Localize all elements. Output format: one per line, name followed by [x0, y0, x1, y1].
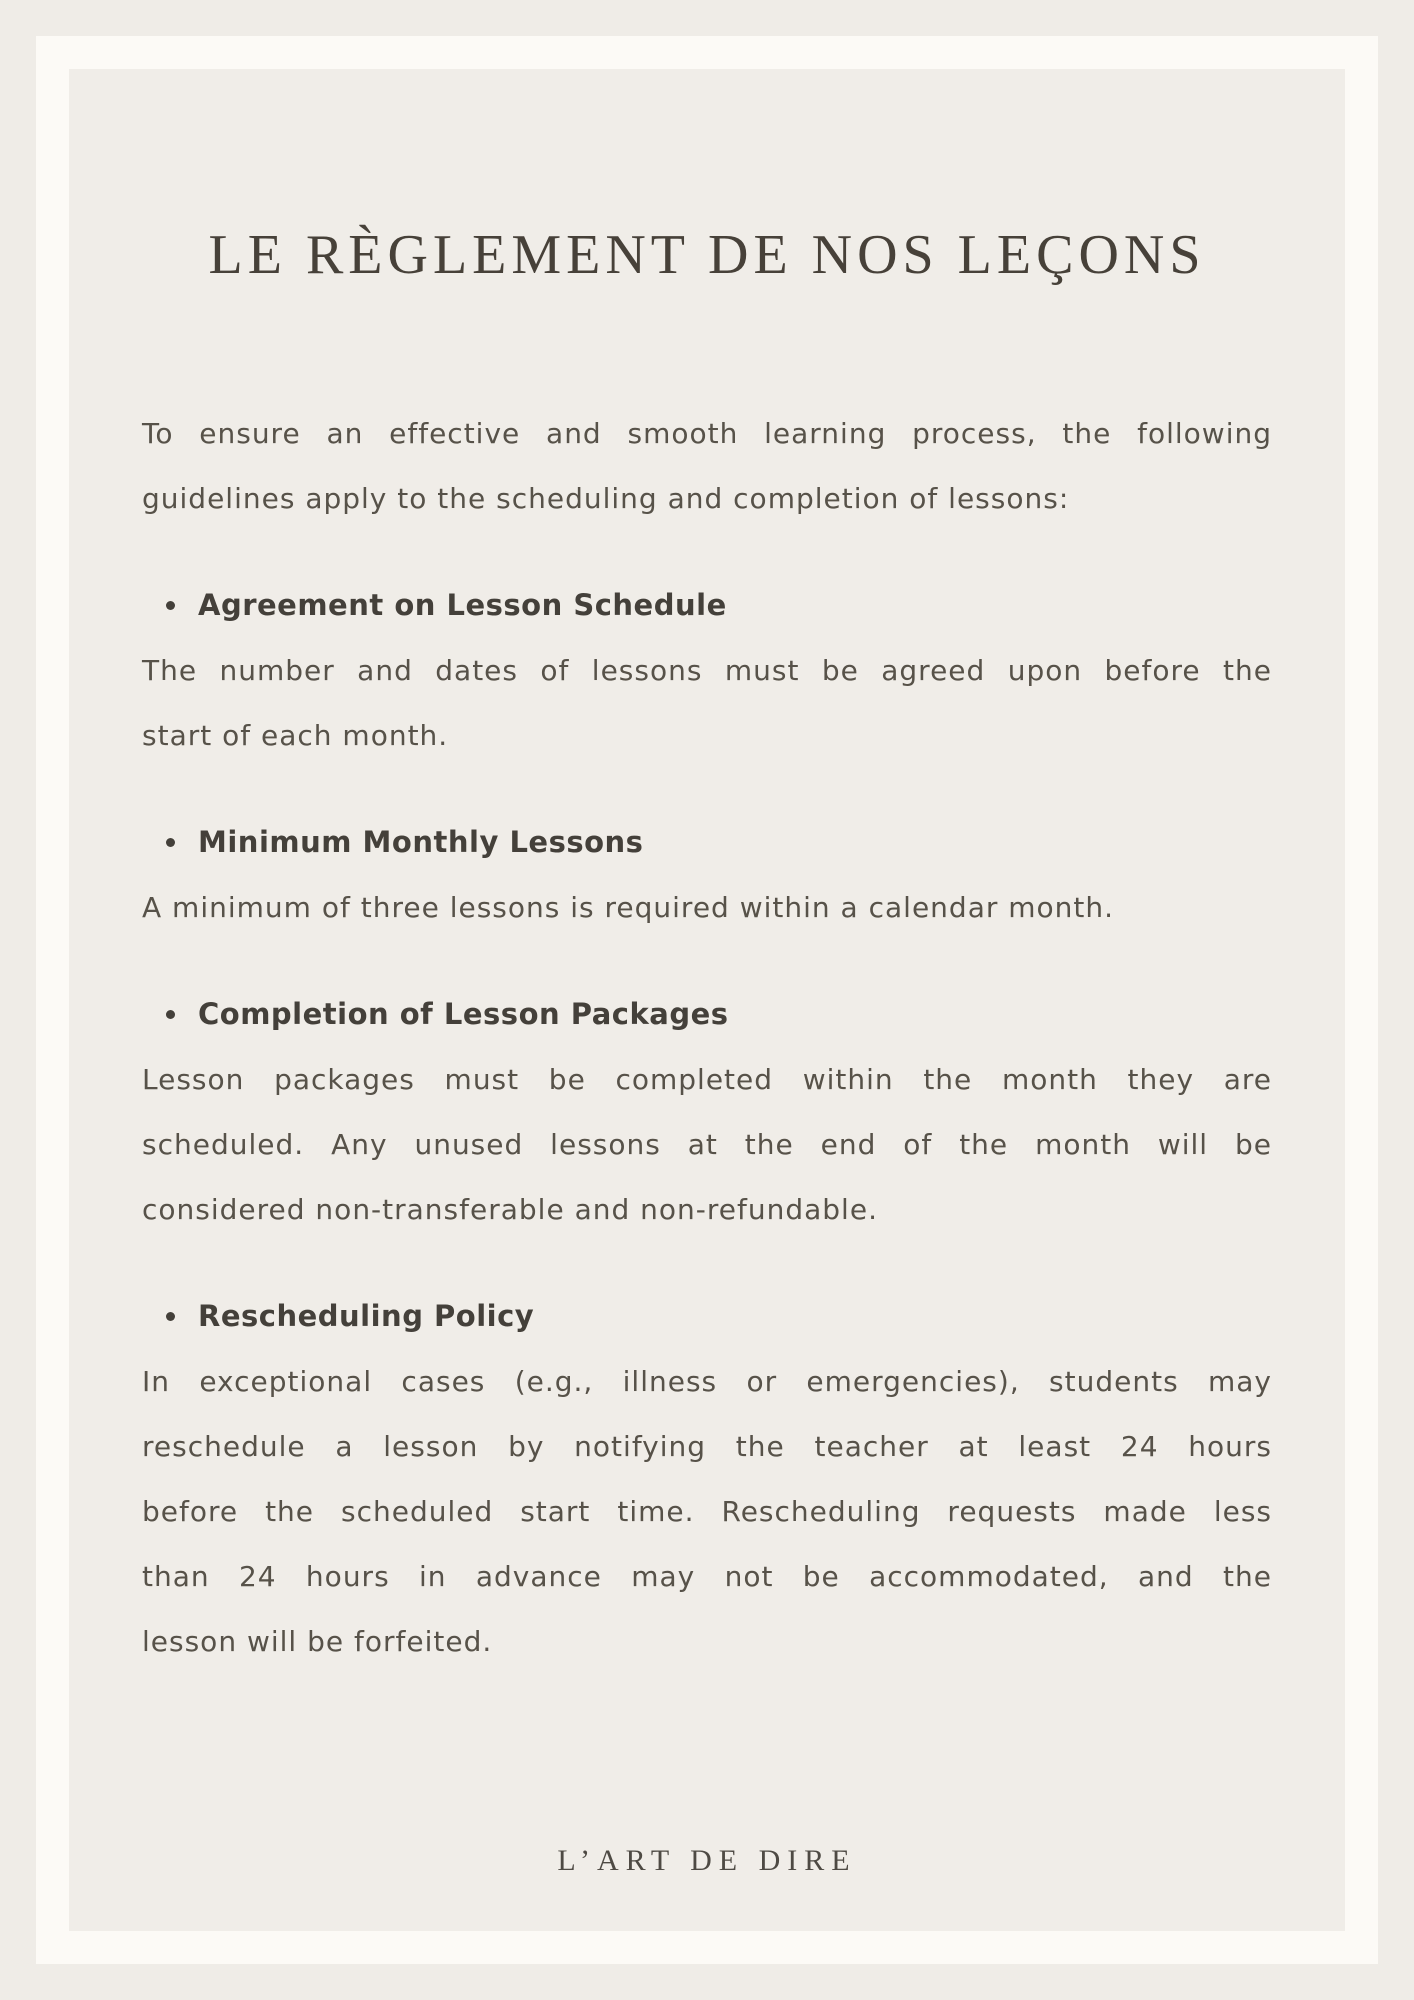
intro-paragraph — [142, 401, 1272, 531]
section-heading: Rescheduling Policy — [198, 1299, 535, 1333]
section-heading: Agreement on Lesson Schedule — [198, 588, 727, 622]
page-title: LE RÈGLEMENT DE NOS LEÇONS — [208, 224, 1206, 286]
section-body-line: Lesson packages must be completed within the month they are — [142, 1063, 1272, 1096]
section-body-line: A minimum of three lessons is required within a calendar month. — [142, 891, 1115, 924]
section-heading: Minimum Monthly Lessons — [198, 825, 644, 859]
bullet-heading-row — [166, 982, 1272, 1047]
bullet-icon — [166, 1312, 175, 1321]
bullet-heading-row — [166, 810, 1272, 875]
bullet-heading-row — [166, 1284, 1272, 1349]
section-rescheduling-policy — [142, 1284, 1272, 1674]
section-agreement-on-lesson-schedule — [142, 573, 1272, 768]
section-body-line: The number and dates of lessons must be agreed upon before the — [142, 654, 1272, 687]
section-body-line: considered non-transferable and non-refundable. — [142, 1193, 878, 1226]
section-body-line: reschedule a lesson by notifying the teacher at least 24 hours — [142, 1430, 1272, 1463]
bullet-icon — [166, 838, 175, 847]
bullet-icon — [166, 1010, 175, 1019]
section-body-line: lesson will be forfeited. — [142, 1625, 493, 1658]
section-heading: Completion of Lesson Packages — [198, 997, 729, 1031]
brand-footer: L’ART DE DIRE — [557, 1844, 857, 1877]
intro-line: guidelines apply to the scheduling and completion of lessons: — [142, 482, 1070, 515]
bullet-icon — [166, 601, 175, 610]
section-body-line: than 24 hours in advance may not be accommodated, and the — [142, 1560, 1272, 1593]
document-content — [69, 225, 1345, 1877]
bullet-heading-row — [166, 573, 1272, 638]
frame-band — [36, 36, 1378, 1964]
intro-line: To ensure an effective and smooth learning process, the following — [142, 417, 1272, 450]
section-body-line: In exceptional cases (e.g., illness or emergencies), students may — [142, 1365, 1272, 1398]
section-completion-of-lesson-packages — [142, 982, 1272, 1242]
section-body-line: before the scheduled start time. Rescheduling requests made less — [142, 1495, 1272, 1528]
document-card — [69, 69, 1345, 1931]
section-body-line: start of each month. — [142, 719, 449, 752]
section-minimum-monthly-lessons — [142, 810, 1272, 940]
section-body-line: scheduled. Any unused lessons at the end of the month will be — [142, 1128, 1272, 1161]
